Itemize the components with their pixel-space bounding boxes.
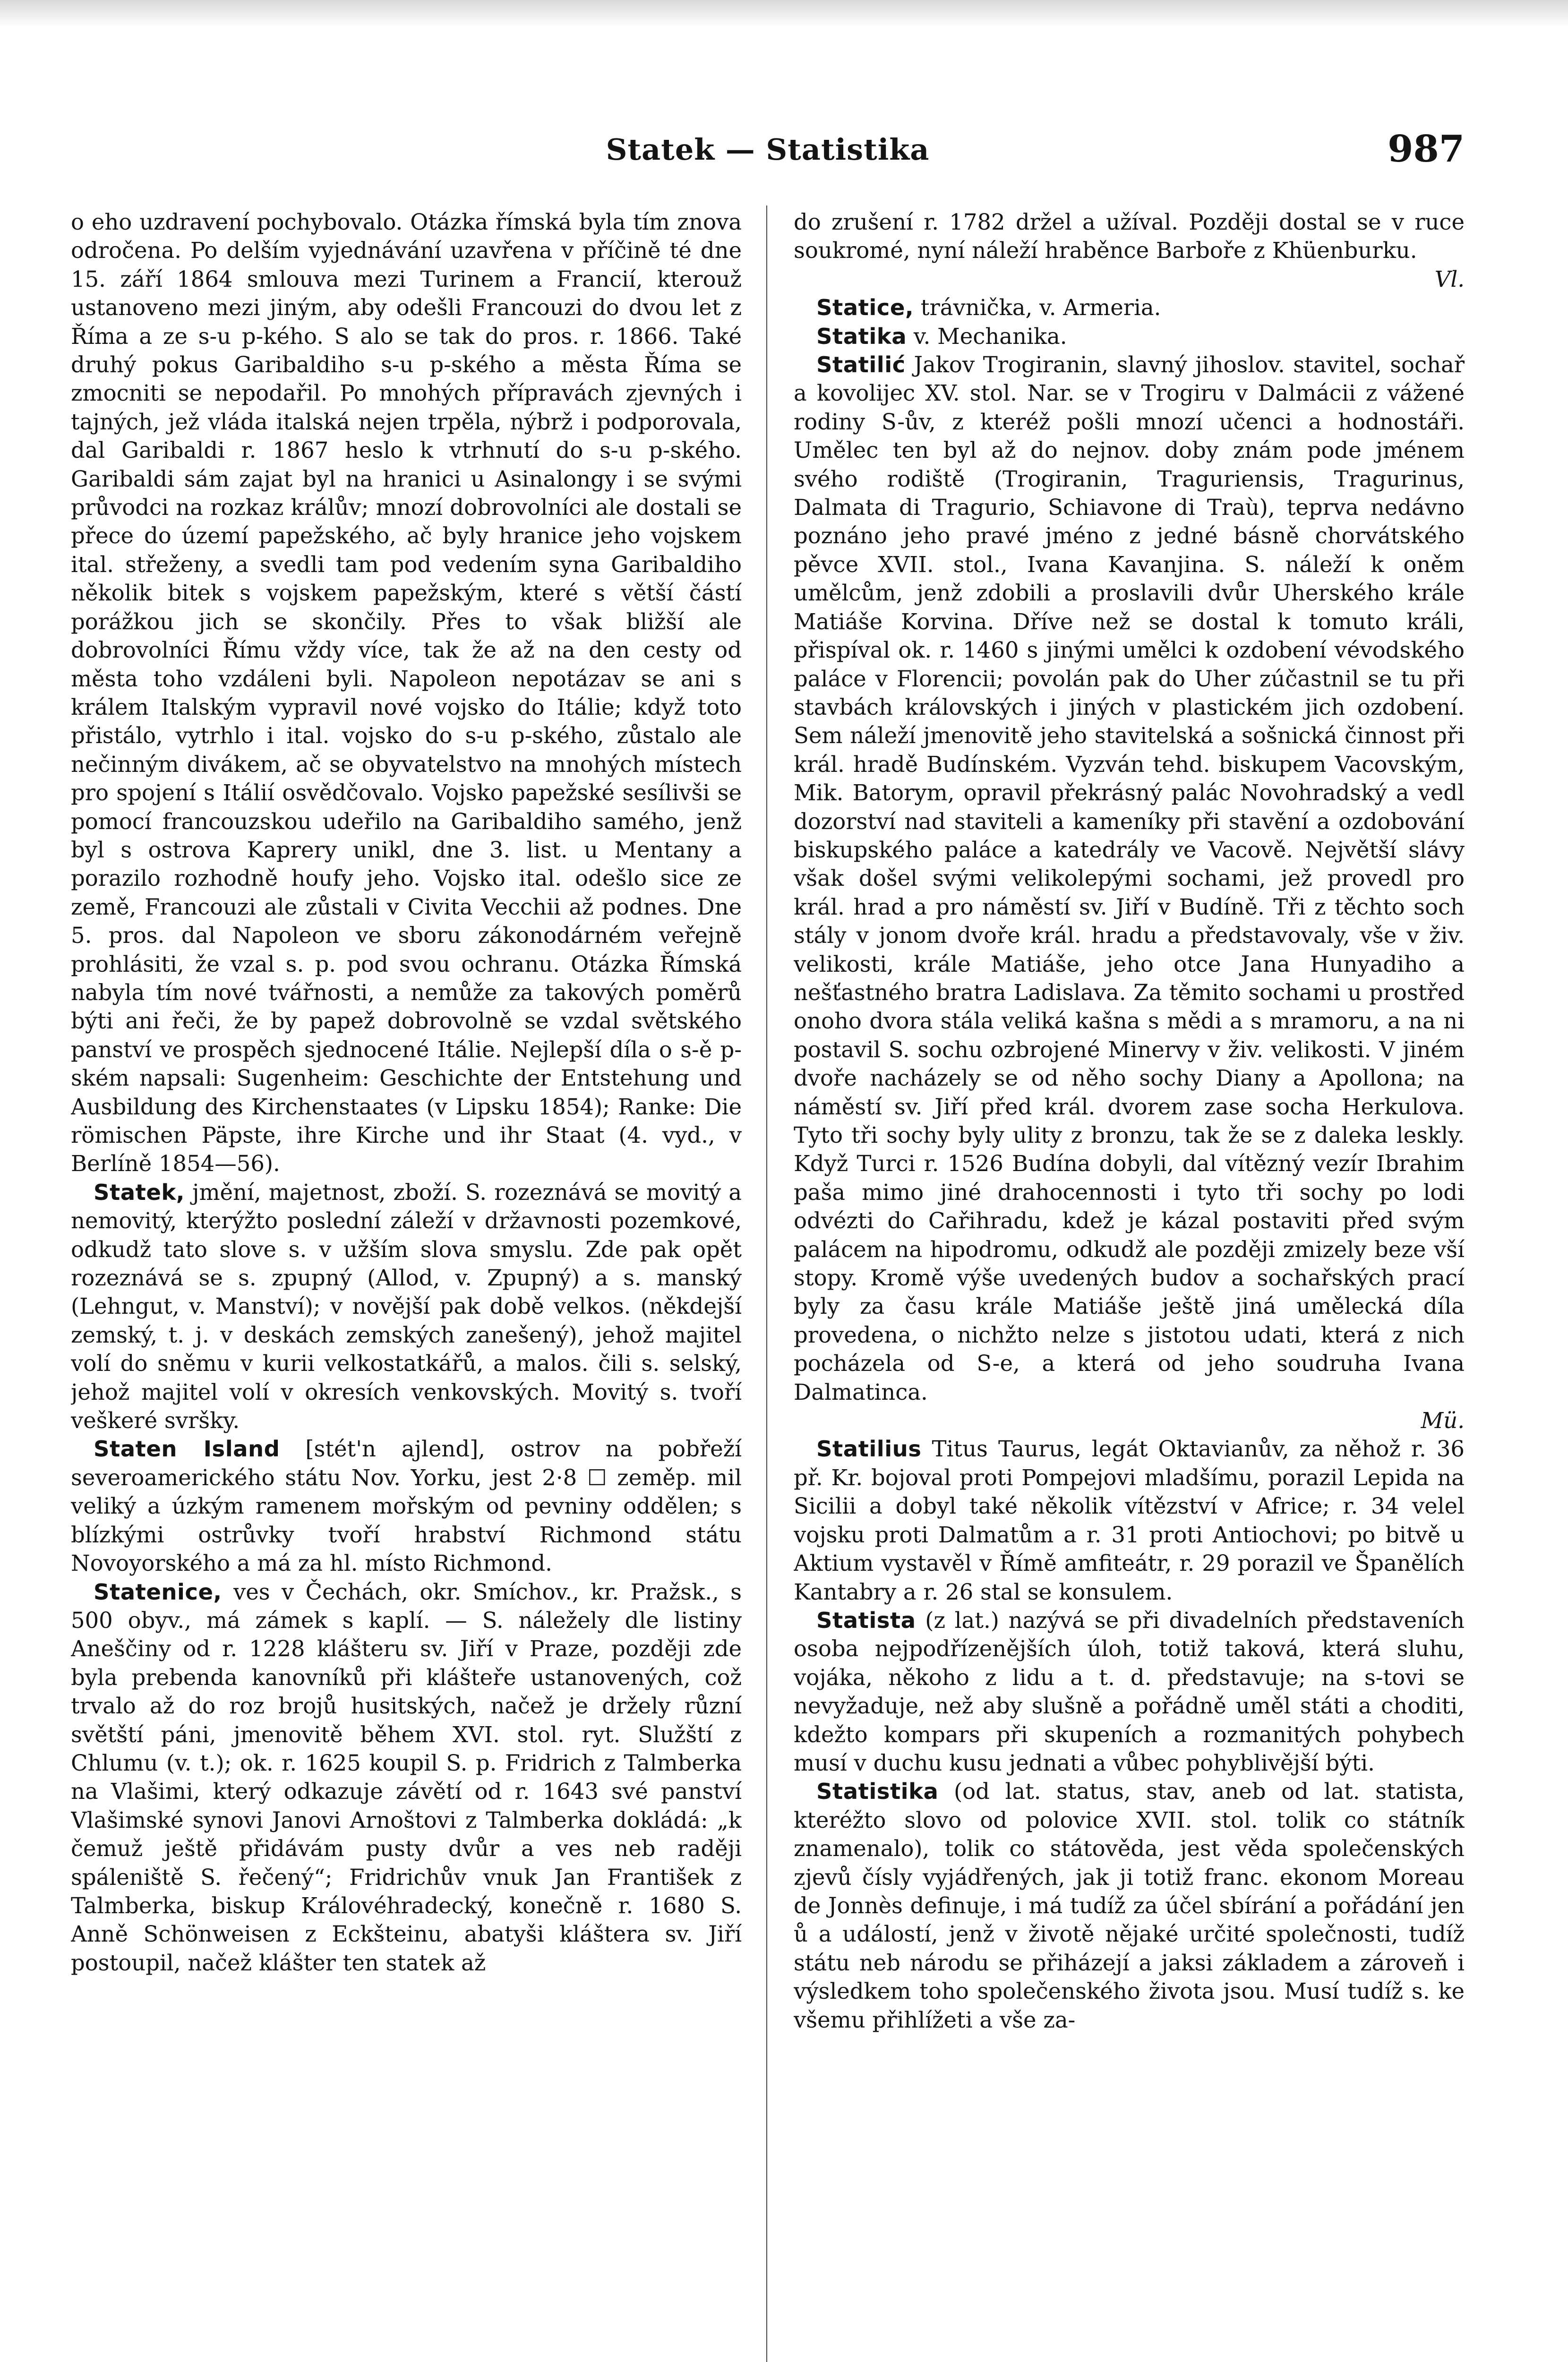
author-signature: Mü. [1421, 1408, 1465, 1434]
entry-text: Jakov Trogiranin, slavný jihoslov. stavitel, sochař a kovolijec XV. stol. Nar. se v Trogiru v Dalmácii z vážené rodiny S-ův, z kteréž pošli mnozí učenci a hodnostáři. Umělec ten byl až do nejnov. doby znám pode jménem svého rodiště (Trogiranin, Traguriensis, Tragurinus, Dalmata di Tragurio, Schiavone di Traù), teprva nedávno poznáno jeho pravé jméno z jedné básně chorvátského pěvce XVII. stol., Ivana Kavanjina. S. náleží k oněm umělcům, jenž zdobili a proslavili dvůr Uherského krále Matiáše Korvina. Dříve než se dostal k tomuto králi, přispíval ok. r. 1460 s jinými umělci k ozdobení vévodského paláce v Florencii; povolán pak do Uher zúčastnil se tu při stavbách královských i jiných v plastickém jich ozdobení. Sem náleží jmenovitě jeho stavitelská a sošnická činnost při král. hradě Budínském. Vyzván tehd. biskupem Vacovským, Mik. Batorym, opravil překrásný palác Novohradský a vedl dozorství nad staviteli a kameníky při stavění a ozdobování biskupského paláce a katedrály ve Vacově. Největší slávy však došel svými velikolepými sochami, jež provedl pro král. hrad a pro náměstí sv. Jiří v Budíně. Tři z těchto soch stály v jonom dvoře král. hradu a představovaly, vše v živ. velikosti, krále Matiáše, jeho otce Jana Hunyadiho a nešťastného bratra Ladislava. Za těmito sochami u prostřed onoho dvora stála veliká kašna s mědi a s mramoru, a na ni postavil S. sochu ozbrojené Minervy v živ. velikosti. V jiném dvoře nacházely se od něho sochy Diany a Apollona; na náměstí sv. Jiří před král. dvorem zase socha Herkulova. Tyto tři sochy byly ulity z bronzu, tak že se z daleka leskly. Když Turci r. 1526 Budína dobyli, dal vítězný vezír Ibrahim paša mimo jiné drahocennosti i tyto tři sochy po lodi odvézti do Cařihradu, kdež je kázal postaviti před svým palácem na hipodromu, odkudž ale později zmizely beze vší stopy. Kromě výše uvedených budov a sochařských prací byly za času krále Matiáše ještě jiná umělecká díla provedena, o nichžto nelze s jistotou udati, která z nich pocházela od S-e, a která od jeho soudruha Ivana Dalmatinca. [794, 352, 1465, 1405]
book-page [71, 123, 1465, 2362]
entry-text: (od lat. status, stav, aneb od lat. statista, kteréžto slovo od polovice XVII. stol. tolik co státník znamenalo), tolik co státověda, jest věda společenských zjevů čísly vyjádřených, jak ji totiž franc. ekonom Moreau de Jonnès definuje, i má tudíž za účel sbírání a pořádání jen ů a událostí, jenž v životě nějaké určité společnosti, tudíž státu neb národu se přiházejí a jaksi základem a zároveň i výsledkem toho společenského života jsou. Musí tudíž s. ke všemu přihlížeti a vše za- [794, 1779, 1465, 2033]
headword: Statek, [94, 1179, 185, 1205]
headword: Statika [816, 323, 907, 349]
entry-text: Titus Taurus, legát Oktavianův, za něhož r. 36 př. Kr. bojoval proti Pompejovi mladšímu, porazil Lepida na Sicilii a dobyl také několik vítězství v Africe; r. 34 velel vojsku proti Dalmatům a r. 31 proti Antiochovi; po bitvě u Aktium vystavěl v Římě amfiteátr, r. 29 porazil ve Španělích Kantabry a r. 26 stal se konsulem. [794, 1436, 1465, 1605]
scan-edge [0, 0, 1568, 27]
entry-text: [stét'n ajlend], ostrov na pobřeží severoamerického státu Nov. Yorku, jest 2·8 ☐ zeměp. mil veliký a úzkým ramenem mořským od pevniny oddělen; s blízkými ostrůvky tvoří hrabství Richmond státu Novoyorského a má za hl. místo Richmond. [71, 1436, 742, 1576]
entry-statek [71, 1178, 742, 1435]
headword: Statistika [816, 1779, 939, 1805]
page-number: 987 [1388, 128, 1465, 171]
right-column [794, 208, 1465, 2362]
page-title: Statek — Statistika [606, 132, 930, 167]
entry-continuation: o eho uzdravení pochybovalo. Otázka římská byla tím znova odročena. Po delším vyjednávání uzavřena v příčině té dne 15. září 1864 smlouva mezi Turinem a Francií, kterouž ustanoveno mezi jiným, aby odešli Francouzi do dvou let z Říma a ze s-u p-kého. S alo se tak do pros. r. 1866. Také druhý pokus Garibaldiho s-u p-ského a města Říma se zmocniti se nepodařil. Po mnohých přípravách zjevných i tajných, jež vláda italská nejen trpěla, nýbrž i podporovala, dal Garibaldi r. 1867 heslo k vtrhnutí do s-u p-ského. Garibaldi sám zajat byl na hranici u Asinalongy i se svými průvodci na rozkaz králův; mnozí dobrovolníci ale dostali se přece do území papežského, ač byly hranice jeho vojskem ital. střeženy, a svedli tam pod vedením syna Garibaldiho několik bitek s vojskem papežským, které s větší částí porážkou jich se skončily. Přes to však bližší ale dobrovolníci Římu vždy více, tak že až na den cesty od města toho vzdáleni byli. Napoleon nepotázav se ani s králem Italským vypravil nové vojsko do Itálie; když toto přistálo, vytrhlo i ital. vojsko do s-u p-ského, zůstalo ale nečinným divákem, ač se obyvatelstvo na mnohých místech pro spojení s Itálií osvědčovalo. Vojsko papežské sesílivši se pomocí francouzskou udeřilo na Garibaldiho samého, jenž byl s ostrova Kaprery unikl, dne 3. list. u Mentany a porazilo rozhodně houfy jeho. Vojsko ital. odešlo sice ze země, Francouzi ale zůstali v Civita Vecchii až podnes. Dne 5. pros. dal Napoleon ve sboru zákonodárném veřejně prohlásiti, že vzal s. p. pod svou ochranu. Otázka Římská nabyla tím nové tvářnosti, a nemůže za takových poměrů býti ani řeči, že by papež dobrovolně se vzdal světského panství ve prospěch sjednocené Itálie. Nejlepší díla o s-ě p-ském napsali: Sugenheim: Geschichte der Entstehung und Ausbildung des Kirchenstaates (v Lipsku 1854); Ranke: Die römischen Päpste, ihre Kirche und ihr Staat (4. vyd., v Berlíně 1854—56). [71, 209, 742, 1177]
author-signature: Vl. [1434, 266, 1465, 292]
headword: Staten Island [94, 1436, 280, 1462]
entry-staten-island [71, 1435, 742, 1577]
entry-statilius [794, 1435, 1465, 1606]
running-header [71, 123, 1465, 175]
entry-text: trávnička, v. Armeria. [914, 295, 1161, 321]
entry-statika [794, 322, 1465, 351]
headword: Statenice, [94, 1579, 222, 1605]
headword: Statilić [816, 352, 906, 378]
entry-text: (z lat.) nazývá se při divadelních představeních osoba nejpodřízenějších úloh, totiž taková, která sluhu, vojáka, někoho z lidu a t. d. představuje; na s-tovi se nevyžaduje, než aby slušně a pořádně uměl státi a choditi, kdežto kompars při skupeních a rozmanitých pohybech musí v duchu kusu jednati a vůbec pohyblivější býti. [794, 1607, 1465, 1776]
entry-statice [794, 293, 1465, 322]
column-divider [766, 205, 767, 2362]
entry-text: v. Mechanika. [907, 323, 1067, 349]
headword: Statilius [816, 1436, 922, 1462]
entry-continuation: do zrušení r. 1782 držel a užíval. Později dostal se v ruce soukromé, nyní náleží hraběnce Barboře z Khüenburku. [794, 209, 1465, 264]
entry-statilic [794, 351, 1465, 1406]
headword: Statista [816, 1607, 916, 1633]
entry-statistika [794, 1777, 1465, 2034]
entry-text: jmění, majetnost, zboží. S. rozeznává se movitý a nemovitý, kterýžto poslední záleží v državnosti pozemkové, odkudž tato slove s. v užším slova smyslu. Zde pak opět rozeznává se s. zpupný (Allod, v. Zpupný) a s. manský (Lehngut, v. Manství); v novější pak době velkos. (někdejší zemský, t. j. v deskách zemských zanešený), jehož majitel volí do sněmu v kurii velkostatkářů, a malos. čili s. selský, jehož majitel volí v okresích venkovských. Movitý s. tvoří veškeré svršky. [71, 1179, 742, 1434]
entry-text: ves v Čechách, okr. Smíchov., kr. Pražsk., s 500 obyv., má zámek s kaplí. — S. náležely dle listiny Aneščiny od r. 1228 klášteru sv. Jiří v Praze, později zde byla prebenda kanovníků při klášteře ustanovených, což trvalo až do roz brojů husitských, načež je držely různí světští páni, jmenovitě během XVI. stol. ryt. Služští z Chlumu (v. t.); ok. r. 1625 koupil S. p. Fridrich z Talmberka na Vlašimi, který odkazuje závětí od r. 1643 své panství Vlašimské synovi Janovi Arnoštovi z Talmberka dokládá: „k čemuž ještě přidávám pusty dvůr a ves neb raději spáleniště S. řečený“; Fridrichův vnuk Jan František z Talmberka, biskup Královéhradecký, konečně r. 1680 S. Anně Schönweisen z Eckšteinu, abatyši kláštera sv. Jiří postoupil, načež klášter ten statek až [71, 1579, 742, 1976]
left-column [71, 208, 742, 2362]
headword: Statice, [816, 295, 914, 321]
entry-statista [794, 1606, 1465, 1777]
entry-statenice [71, 1578, 742, 1977]
